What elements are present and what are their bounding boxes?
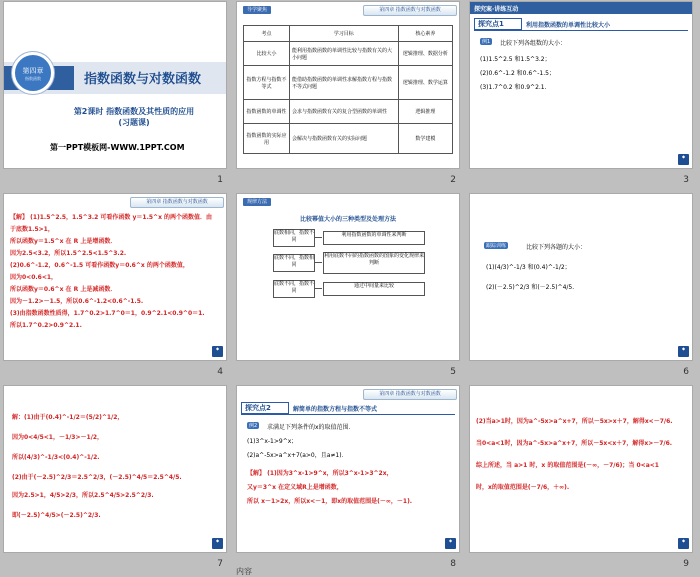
chapter-header: 第四章 指数函数与对数函数	[130, 197, 224, 208]
arrow	[315, 288, 322, 289]
solution-line: 解：(1)由于(0.4)^-1/2＝(5/2)^1/2，	[12, 414, 124, 421]
cell: 指数函数的单调性	[244, 100, 290, 124]
col-header: 考点	[244, 26, 290, 42]
prompt-text: 求满足下列条件的x的取值范围．	[267, 424, 355, 431]
item-text: (1)3^x-1>9^x；	[247, 438, 298, 445]
solution-line: 于底数1.5>1，	[10, 226, 54, 233]
table-header-row	[244, 26, 453, 42]
section-number: 探究点2	[245, 404, 271, 412]
solution-line: 【解】 (1)1.5^2.5，1.5^3.2 可看作函数 y＝1.5^x 的两个函数值．由	[10, 214, 213, 221]
practice-label: 跟踪训练	[486, 243, 507, 249]
cell: 数学建模	[398, 124, 452, 154]
slide-number: 9	[683, 559, 689, 569]
item-text: (3)1.7^0.2 和0.9^2.1.	[480, 84, 547, 91]
solution-line: 因为2.5>1，4/5>2/3，所以2.5^4/5>2.5^2/3.	[12, 492, 154, 499]
type-box: 底数不同，指数不同	[273, 280, 315, 298]
cell: 指数函数的实际应用	[244, 124, 290, 154]
solution-line: 所以函数y＝0.6^x 在 R 上是减函数．	[10, 286, 117, 293]
type-box: 底数不同，指数相同	[273, 254, 315, 272]
table-row	[244, 42, 453, 66]
cell: 逻辑推理、数学运算	[398, 66, 452, 100]
lesson-subtitle: (习题课)	[118, 118, 150, 127]
slide-number: 3	[683, 175, 689, 185]
slide-4-canvas	[4, 194, 226, 360]
col-header: 核心素养	[398, 26, 452, 42]
solution-line: 综上所述，当 a>1 时，x 的取值范围是(－∞，－7/6)；当 0<a<1	[476, 462, 659, 469]
goals-table	[243, 25, 453, 154]
cell: 会解决与指数函数有关的实际问题	[289, 124, 398, 154]
slide-9-canvas	[470, 386, 692, 552]
chapter-header: 第四章 指数函数与对数函数	[363, 389, 457, 400]
slide-thumb-3[interactable]	[466, 0, 699, 192]
slide-thumb-2[interactable]	[233, 0, 466, 192]
slide-number: 5	[450, 367, 456, 377]
arrow	[315, 262, 322, 263]
solution-line: (2)0.6^-1.2，0.6^-1.5 可看作函数y＝0.6^x 的两个函数值，	[10, 262, 189, 269]
slide-thumb-4[interactable]	[0, 192, 233, 384]
table-row	[244, 66, 453, 100]
slide-thumb-9[interactable]	[466, 384, 699, 576]
prompt-text: 比较下列各题的大小：	[526, 244, 587, 251]
corner-nav-icon[interactable]: ◆	[212, 538, 223, 549]
example-label: 例2	[249, 423, 258, 429]
slide-2-canvas	[237, 2, 459, 168]
solution-line: 因为0<0.6<1，	[10, 274, 58, 281]
solution-line: 【解】 (1)因为3^x-1>9^x，所以3^x-1>3^2x，	[247, 470, 393, 477]
corner-nav-icon[interactable]: ◆	[445, 538, 456, 549]
solution-line: 又y＝3^x 在定义域R上是增函数，	[247, 484, 343, 491]
item-text: (2)a^-5x>a^x+7(a>0，且a≠1)．	[247, 452, 348, 459]
slide-number: 7	[217, 559, 223, 569]
solution-line: 当0<a<1时，因为a^-5x>a^x+7，所以－5x<x＋7，解得x>－7/6.	[476, 440, 673, 447]
lesson-title: 第2课时 指数函数及其性质的应用	[73, 107, 195, 116]
chapter-sub: 指数函数	[25, 76, 41, 81]
method-box: 利用指数函数的单调性来判断	[323, 231, 425, 245]
chapter-badge	[12, 52, 54, 94]
col-header: 学习目标	[289, 26, 398, 42]
slide-7-canvas	[4, 386, 226, 552]
method-box: 通过中间量来比较	[323, 282, 425, 296]
item-text: (1)1.5^2.5 和1.5^3.2；	[480, 56, 551, 63]
chapter-header: 探究案·讲练互动	[474, 6, 519, 13]
chapter-label: 第四章	[22, 67, 44, 75]
section-title: 利用指数函数的单调性比较大小	[526, 22, 611, 29]
slide-thumb-6[interactable]	[466, 192, 699, 384]
table-row	[244, 124, 453, 154]
slide-title: 指数函数与对数函数	[84, 72, 202, 87]
slide-5-canvas	[237, 194, 459, 360]
method-tab: 规律方法	[243, 198, 271, 206]
cell: 逻辑推理、数据分析	[398, 42, 452, 66]
slide-thumb-5[interactable]	[233, 192, 466, 384]
solution-line: 因为0<4/5<1，－1/3>－1/2，	[12, 434, 104, 441]
slide-number: 8	[450, 559, 456, 569]
solution-line: (2)当a>1时，因为a^-5x>a^x+7，所以－5x>x＋7，解得x<－7/6.	[476, 418, 673, 425]
section-tab: 导学聚焦	[243, 6, 271, 14]
slide-thumb-7[interactable]	[0, 384, 233, 576]
cell: 能利用指数函数的单调性比较与指数有关的大小问题	[289, 42, 398, 66]
cell: 会求与指数函数有关的复合型函数的单调性	[289, 100, 398, 124]
bottom-label: 内容	[236, 567, 252, 576]
chapter-header: 第四章 指数函数与对数函数	[363, 5, 457, 16]
solution-line: (2)由于(－2.5)^2/3＝2.5^2/3，(－2.5)^4/5＝2.5^4/5.	[12, 474, 182, 481]
solution-line: 因为2.5<3.2，所以1.5^2.5<1.5^3.2.	[10, 250, 127, 257]
solution-line: 即(－2.5)^4/5>(－2.5)^2/3.	[12, 512, 101, 519]
table-row	[244, 100, 453, 124]
slide-number: 2	[450, 175, 456, 185]
slide-thumb-1[interactable]	[0, 0, 233, 192]
section-number: 探究点1	[478, 20, 504, 28]
slide-3-canvas	[470, 2, 692, 168]
slide-6-canvas	[470, 194, 692, 360]
cell: 逻辑推理	[398, 100, 452, 124]
arrow	[315, 237, 322, 238]
method-box: 利用底数不同的指数函数的图象的变化规律来判断	[323, 252, 425, 274]
slide-1-canvas	[4, 2, 226, 168]
solution-line: (3)由指数函数性质得，1.7^0.2>1.7^0＝1，0.9^2.1<0.9^0＝1.	[10, 310, 205, 317]
corner-nav-icon[interactable]: ◆	[678, 346, 689, 357]
slide-number: 1	[217, 175, 223, 185]
corner-nav-icon[interactable]: ◆	[678, 154, 689, 165]
prompt-text: 比较下列各组数的大小：	[500, 40, 567, 47]
cell: 能借助指数函数的单调性求解指数方程与指数不等式问题	[289, 66, 398, 100]
solution-line: 所以函数y＝1.5^x 在 R 上是增函数．	[10, 238, 117, 245]
solution-line: 所以(4/3)^-1/3<(0.4)^-1/2.	[12, 454, 100, 461]
solution-line: 因为－1.2>－1.5，所以0.6^-1.2<0.6^-1.5.	[10, 298, 144, 305]
ppt-watermark: 第一PPT模板网-WWW.1PPT.COM	[50, 143, 185, 152]
corner-nav-icon[interactable]: ◆	[212, 346, 223, 357]
cell: 指数方程与指数不等式	[244, 66, 290, 100]
solution-line: 所以 x－1>2x，所以x<－1，即x的取值范围是(－∞，－1).	[247, 498, 413, 505]
type-box: 底数相同，指数不同	[273, 229, 315, 247]
section-title: 解简单的指数方程与指数不等式	[293, 406, 378, 413]
slide-thumb-8[interactable]	[233, 384, 466, 576]
item-text: (1)(4/3)^-1/3 和(0.4)^-1/2；	[486, 264, 571, 271]
item-text: (2)0.6^-1.2 和0.6^-1.5；	[480, 70, 555, 77]
section-rule	[474, 30, 688, 31]
section-rule	[241, 414, 455, 415]
method-title: 比较幂值大小的三种类型及处理方法	[299, 216, 396, 223]
item-text: (2)(－2.5)^2/3 和(－2.5)^4/5.	[486, 284, 575, 291]
solution-line: 时，x的取值范围是(－7/6，＋∞).	[476, 484, 570, 491]
corner-nav-icon[interactable]: ◆	[678, 538, 689, 549]
slide-number: 4	[217, 367, 223, 377]
example-label: 例1	[482, 39, 491, 45]
slide-8-canvas	[237, 386, 459, 552]
slide-number: 6	[683, 367, 689, 377]
solution-line: 所以1.7^0.2>0.9^2.1.	[10, 322, 82, 329]
cell: 比较大小	[244, 42, 290, 66]
